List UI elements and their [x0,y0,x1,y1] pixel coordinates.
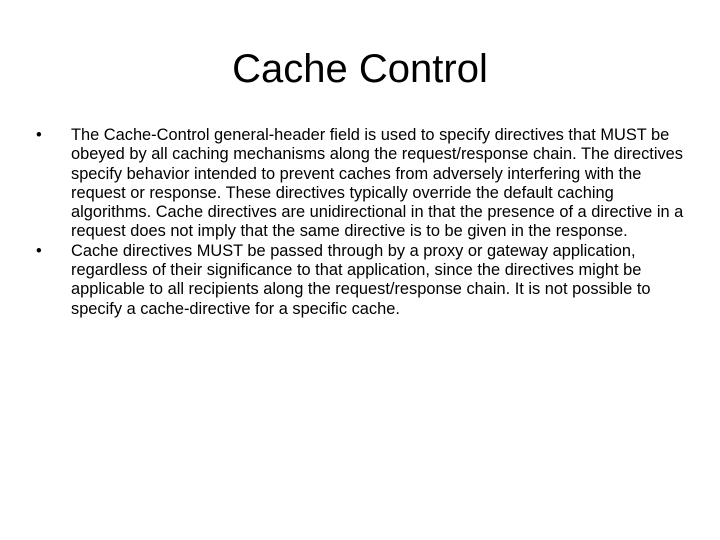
bullet-icon: • [36,241,42,260]
bullet-item [36,242,686,319]
bullet-item [36,126,686,242]
bullet-icon: • [36,126,42,144]
bullet-text: Cache directives MUST be passed through by a proxy or gateway application, regardless of their significance to that application, since the directives might be applicable to all recipients along the request/response chain. It is not possible to specify a cache-directive for a specific cache. [71,241,651,318]
bullet-text: The Cache-Control general-header field is used to specify directives that MUST be obeyed by all caching mechanisms along the request/response chain. The directives specify behavior intended to prevent caches from adversely interfering with the request or response. These directives typically override the default caching algorithms. Cache directives are unidirectional in that the presence of a directive in a request does not imply that the same directive is to be given in the response. [71,126,684,241]
bullet-list [36,126,686,319]
slide-title: Cache Control [232,47,488,91]
